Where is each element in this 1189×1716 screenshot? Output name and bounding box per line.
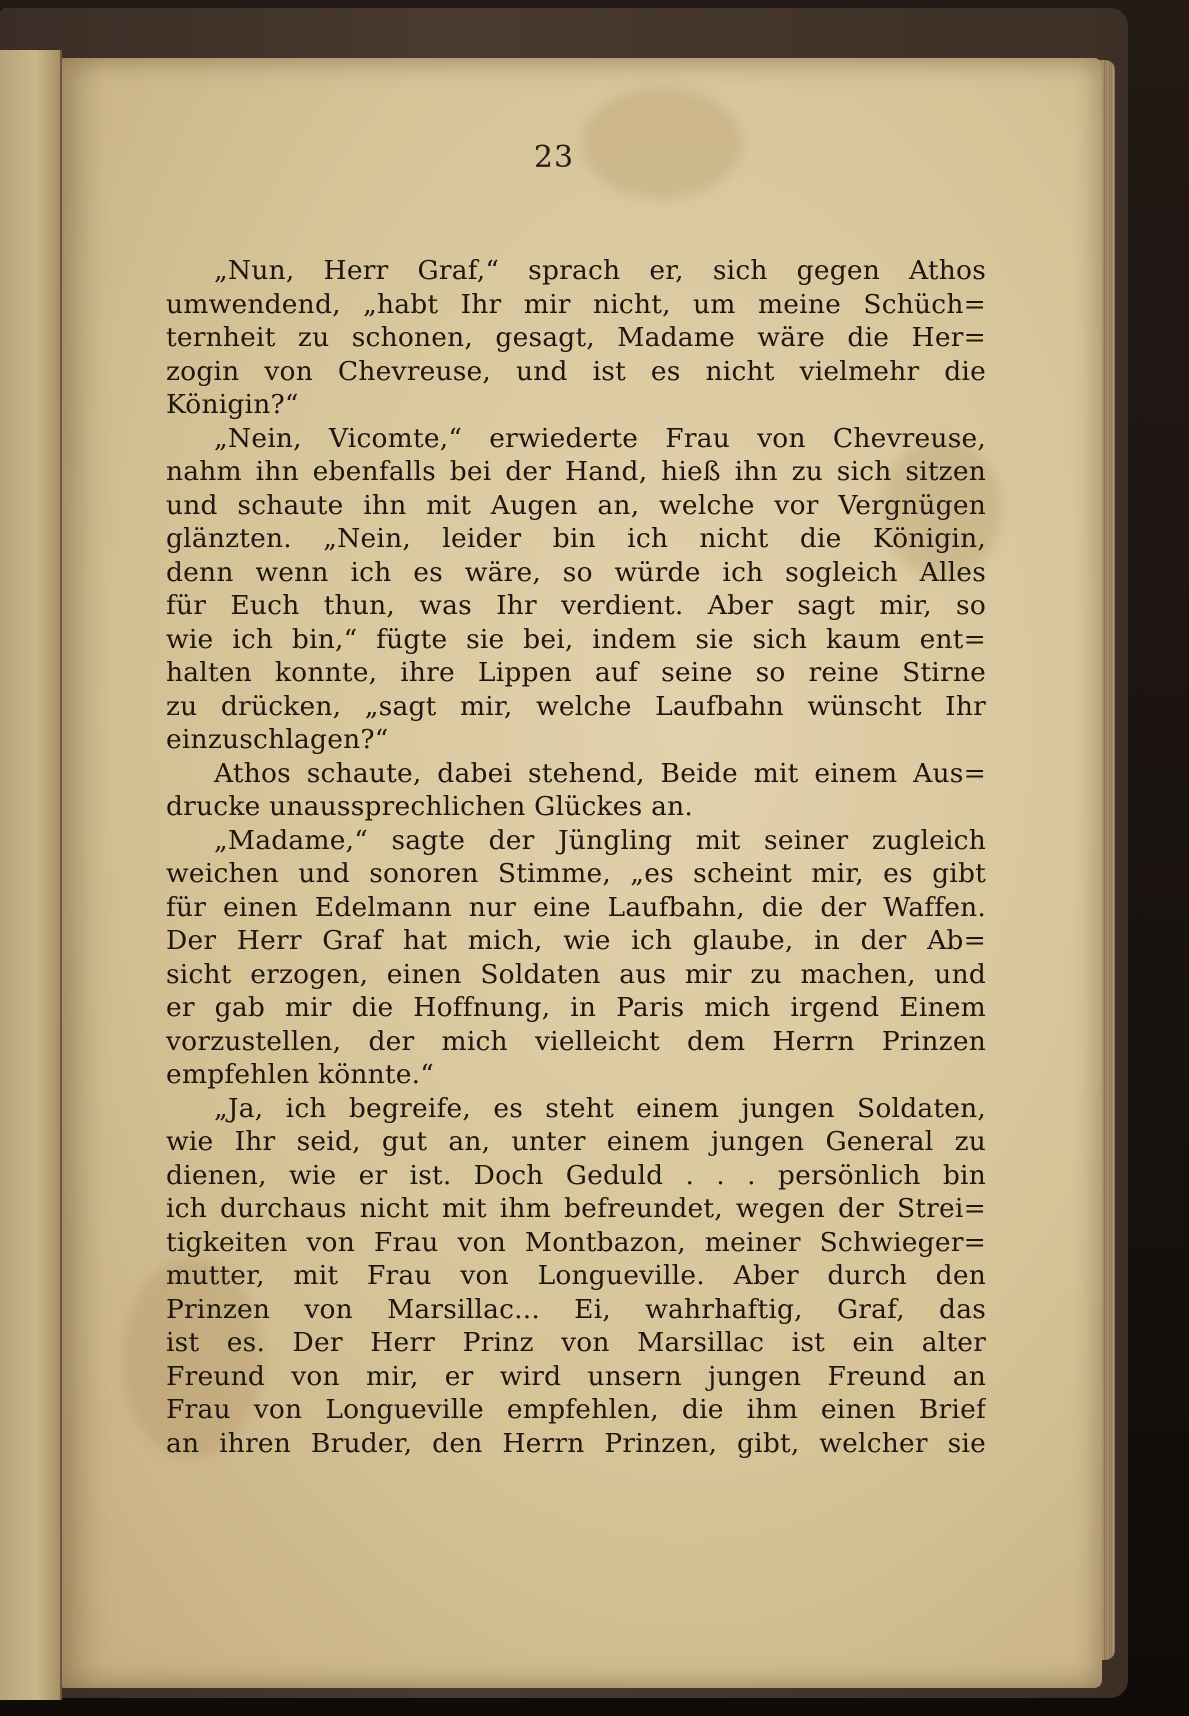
text-line: empfehlen könnte.“ [166, 1059, 435, 1090]
text-line: vorzustellen, der mich vielleicht dem Herrn Prinzen [166, 1025, 986, 1057]
text-line: er gab mir die Hoffnung, in Paris mich irgend Einem [166, 992, 986, 1023]
text-line: umwendend, „habt Ihr mir nicht, um meine Schüch= [166, 288, 986, 320]
text-line: und schaute ihn mit Augen an, welche vor Vergnügen [166, 489, 986, 521]
text-line: sicht erzogen, einen Soldaten aus mir zu machen, und [166, 958, 986, 990]
text-line: denn wenn ich es wäre, so würde ich sogleich Alles [166, 556, 986, 588]
text-line: halten konnte, ihre Lippen auf seine so reine Stirne [166, 657, 986, 688]
text-line: zogin von Chevreuse, und ist es nicht vielmehr die [166, 355, 986, 387]
body-text [166, 254, 986, 1460]
text-line: „Madame,“ sagte der Jüngling mit seiner zugleich [214, 824, 986, 856]
text-line: Königin?“ [166, 389, 299, 420]
text-line: glänzten. „Nein, leider bin ich nicht die Königin, [166, 523, 986, 554]
text-line: für Euch thun, was Ihr verdient. Aber sagt mir, so [166, 590, 986, 621]
text-line: weichen und sonoren Stimme, „es scheint mir, es gibt [166, 858, 986, 889]
text-line: Der Herr Graf hat mich, wie ich glaube, in der Ab= [166, 925, 986, 956]
text-line: dienen, wie er ist. Doch Geduld . . . persönlich bin [166, 1159, 986, 1191]
text-line: ist es. Der Herr Prinz von Marsillac ist ein alter [166, 1327, 986, 1358]
text-line: ich durchaus nicht mit ihm befreundet, wegen der Strei= [166, 1193, 986, 1224]
text-line: „Nun, Herr Graf,“ sprach er, sich gegen Athos [214, 255, 986, 286]
text-line: mutter, mit Frau von Longueville. Aber durch den [166, 1260, 986, 1291]
text-line: „Nein, Vicomte,“ erwiederte Frau von Chevreuse, [214, 422, 986, 454]
text-line: einzuschlagen?“ [166, 724, 389, 755]
text-line: Frau von Longueville empfehlen, die ihm einen Brief [166, 1394, 986, 1425]
text-line: „Ja, ich begreife, es steht einem jungen Soldaten, [214, 1092, 986, 1124]
text-line: drucke unaussprechlichen Glückes an. [166, 791, 693, 822]
text-line: wie ich bin,“ fügte sie bei, indem sie sich kaum ent= [166, 623, 986, 655]
text-line: für einen Edelmann nur eine Laufbahn, die der Waffen. [166, 891, 986, 923]
text-line: Prinzen von Marsillac... Ei, wahrhaftig, Graf, das [166, 1293, 986, 1325]
page-number: 23 [533, 140, 575, 175]
text-line: Freund von mir, er wird unsern jungen Freund an [166, 1360, 986, 1392]
book-page [62, 58, 1102, 1688]
text-line: Athos schaute, dabei stehend, Beide mit einem Aus= [214, 757, 986, 789]
left-page-edge [0, 50, 62, 1700]
text-line: zu drücken, „sagt mir, welche Laufbahn wünscht Ihr [166, 690, 986, 722]
text-line: wie Ihr seid, gut an, unter einem jungen General zu [166, 1126, 986, 1157]
text-line: an ihren Bruder, den Herrn Prinzen, gibt, welcher sie [166, 1427, 986, 1459]
text-line: nahm ihn ebenfalls bei der Hand, hieß ihn zu sich sitzen [166, 456, 986, 487]
text-line: tigkeiten von Frau von Montbazon, meiner Schwieger= [166, 1226, 986, 1258]
text-line: ternheit zu schonen, gesagt, Madame wäre die Her= [166, 322, 986, 353]
